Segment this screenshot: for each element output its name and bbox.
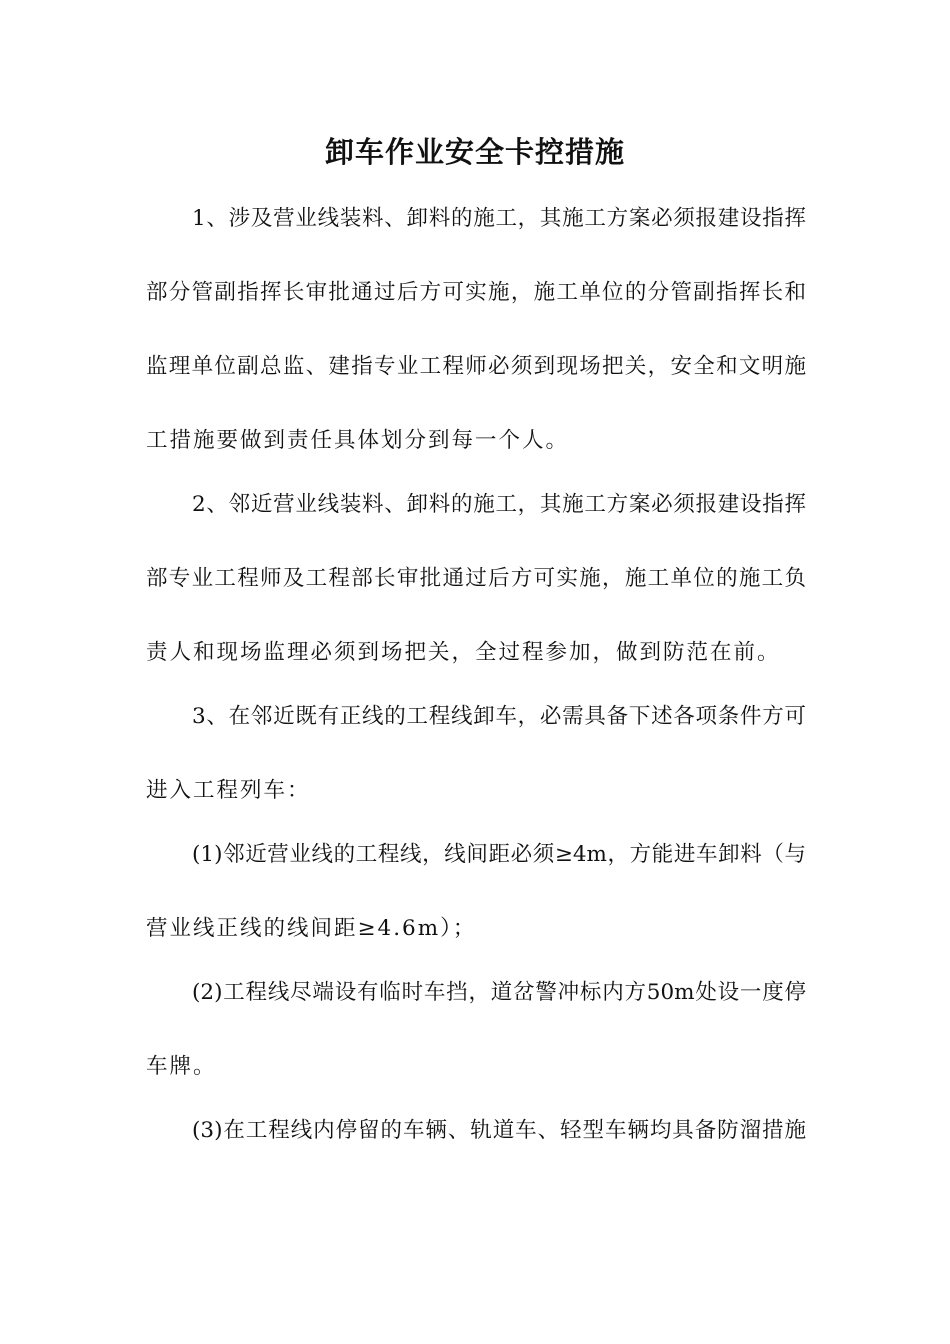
paragraph-2-line-3: 责人和现场监理必须到场把关，全过程参加，做到防范在前。: [146, 640, 781, 665]
item-1-line-2: 营业线正线的线间距≥4.6m）；: [146, 916, 477, 941]
item-1-line-1: (1)邻近营业线的工程线，线间距必须≥4m，方能进车卸料（与: [192, 842, 806, 867]
paragraph-1-line-1: 1、涉及营业线装料、卸料的施工，其施工方案必须报建设指挥: [192, 206, 806, 231]
paragraph-1-line-3: 监理单位副总监、建指专业工程师必须到现场把关，安全和文明施: [146, 354, 806, 379]
item-3-line-1: (3)在工程线内停留的车辆、轨道车、轻型车辆均具备防溜措施: [192, 1118, 806, 1143]
paragraph-3-line-2: 进入工程列车：: [146, 778, 311, 803]
paragraph-1-line-4: 工措施要做到责任具体划分到每一个人。: [146, 428, 570, 453]
item-2-line-1: (2)工程线尽端设有临时车挡，道岔警冲标内方50m处设一度停: [192, 980, 806, 1005]
item-2-line-2: 车牌。: [146, 1054, 217, 1079]
paragraph-2-line-2: 部专业工程师及工程部长审批通过后方可实施，施工单位的施工负: [146, 566, 806, 591]
paragraph-3-line-1: 3、在邻近既有正线的工程线卸车，必需具备下述各项条件方可: [192, 704, 806, 729]
document-title: 卸车作业安全卡控措施: [324, 135, 625, 169]
paragraph-2-line-1: 2、邻近营业线装料、卸料的施工，其施工方案必须报建设指挥: [192, 492, 806, 517]
paragraph-1-line-2: 部分管副指挥长审批通过后方可实施，施工单位的分管副指挥长和: [146, 280, 806, 305]
